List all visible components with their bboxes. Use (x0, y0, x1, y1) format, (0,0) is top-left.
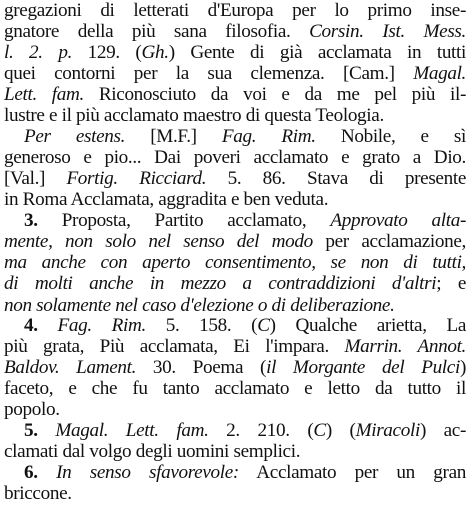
text-line (4, 231, 466, 253)
text-run: ) Qualche arietta, La (269, 315, 466, 336)
italic-text: mente, non solo nel senso del modo (4, 231, 313, 252)
text-line (4, 295, 466, 317)
text-line (4, 273, 466, 295)
sense-number: 5. (24, 420, 38, 441)
text-run (38, 462, 56, 483)
sense-number: 4. (24, 315, 38, 336)
text-line (4, 168, 466, 190)
text-run: faceto, e che fu tanto acclamato e letto da tutto il (4, 378, 466, 399)
text-run (38, 420, 56, 441)
italic-text: C (313, 420, 326, 441)
text-line (4, 21, 466, 43)
italic-text: In senso sfavorevole: (56, 462, 239, 483)
text-line (4, 42, 466, 64)
italic-text: non solamente nel caso d'elezione o di deliberazione. (4, 295, 395, 316)
text-run: 129. ( (72, 42, 142, 63)
text-run: briccone. (4, 483, 72, 504)
italic-text: di molti anche in mezzo a contraddizioni d'altri (4, 273, 437, 294)
text-run: Riconosciuto da voi e da me pel più il- (83, 84, 467, 105)
text-line (4, 441, 466, 463)
italic-text: Fortig. Ricciard. (66, 168, 207, 189)
italic-text: Lett. fam. (4, 84, 84, 105)
text-run: per acclamazione, (312, 231, 467, 252)
text-line (4, 378, 466, 400)
italic-text: Approvato alta- (330, 210, 466, 231)
text-run: ) Gente di già acclamata in tutti (168, 42, 466, 63)
text-run: 2. 210. ( (208, 420, 314, 441)
text-run: quei contorni per la sua clemenza. [Cam.] (4, 63, 414, 84)
text-run (38, 315, 58, 336)
italic-text: l. 2. p. (4, 42, 73, 63)
italic-text: ma anche con aperto consentimento, se non di tutti, (4, 252, 466, 273)
text-run: gnatore della più sana filosofia. (4, 21, 310, 42)
italic-text: Magal. (413, 63, 466, 84)
text-run: ) (459, 357, 466, 378)
text-line (4, 84, 466, 106)
italic-text: Gh. (141, 42, 169, 63)
text-run: 5. 158. ( (145, 315, 258, 336)
text-run: [M.F.] (125, 126, 222, 147)
text-line (4, 105, 466, 127)
text-line (24, 210, 466, 232)
text-run: in Roma Acclamata, aggradita e ben veduta. (4, 189, 329, 210)
italic-text: Per estens. (24, 126, 126, 147)
italic-text: il Morgante del Pulci (266, 357, 460, 378)
italic-text: Magal. Lett. fam. (55, 420, 209, 441)
text-line (24, 420, 466, 442)
italic-text: Marrin. Annot. (344, 336, 466, 357)
text-run: [Val.] (4, 168, 67, 189)
text-line (24, 126, 466, 148)
text-line (24, 462, 466, 484)
sense-number: 6. (24, 462, 38, 483)
italic-text: Baldov. Lament. (4, 357, 137, 378)
text-line (4, 252, 466, 274)
text-line (4, 357, 466, 379)
text-line (24, 315, 466, 337)
text-line (4, 399, 466, 421)
sense-number: 3. (24, 210, 38, 231)
text-line (4, 63, 466, 85)
text-line (4, 147, 466, 169)
italic-text: Miracoli (355, 420, 420, 441)
text-run: popolo. (4, 399, 60, 420)
italic-text: Fag. Rim. (57, 315, 146, 336)
text-line (4, 336, 466, 358)
text-run: lustre e il più acclamato maestro di questa Teologia. (4, 105, 384, 126)
italic-text: Fag. Rim. (221, 126, 316, 147)
text-run: 30. Poema ( (136, 357, 267, 378)
text-run: ) ac- (419, 420, 466, 441)
text-run: 5. 86. Stava di presente (206, 168, 466, 189)
text-run: più grata, Più acclamata, Ei l'impara. (4, 336, 345, 357)
italic-text: Corsin. Ist. Mess. (309, 21, 467, 42)
italic-text: C (257, 315, 270, 336)
text-run: generoso e pio... Dai poveri acclamato e grato a Dio. (4, 147, 466, 168)
text-run: Nobile, e sì (315, 126, 466, 147)
text-line (4, 483, 466, 505)
text-line (4, 189, 466, 211)
text-run: gregazioni di letterati d'Europa per lo primo inse- (4, 0, 466, 21)
text-run: Acclamato per un gran (238, 462, 466, 483)
text-run: Proposta, Partito acclamato, (37, 210, 331, 231)
text-run: ) ( (325, 420, 356, 441)
text-run: ; e (436, 273, 466, 294)
text-line (4, 0, 466, 22)
text-run: clamati dal volgo degli uomini semplici. (4, 441, 301, 462)
